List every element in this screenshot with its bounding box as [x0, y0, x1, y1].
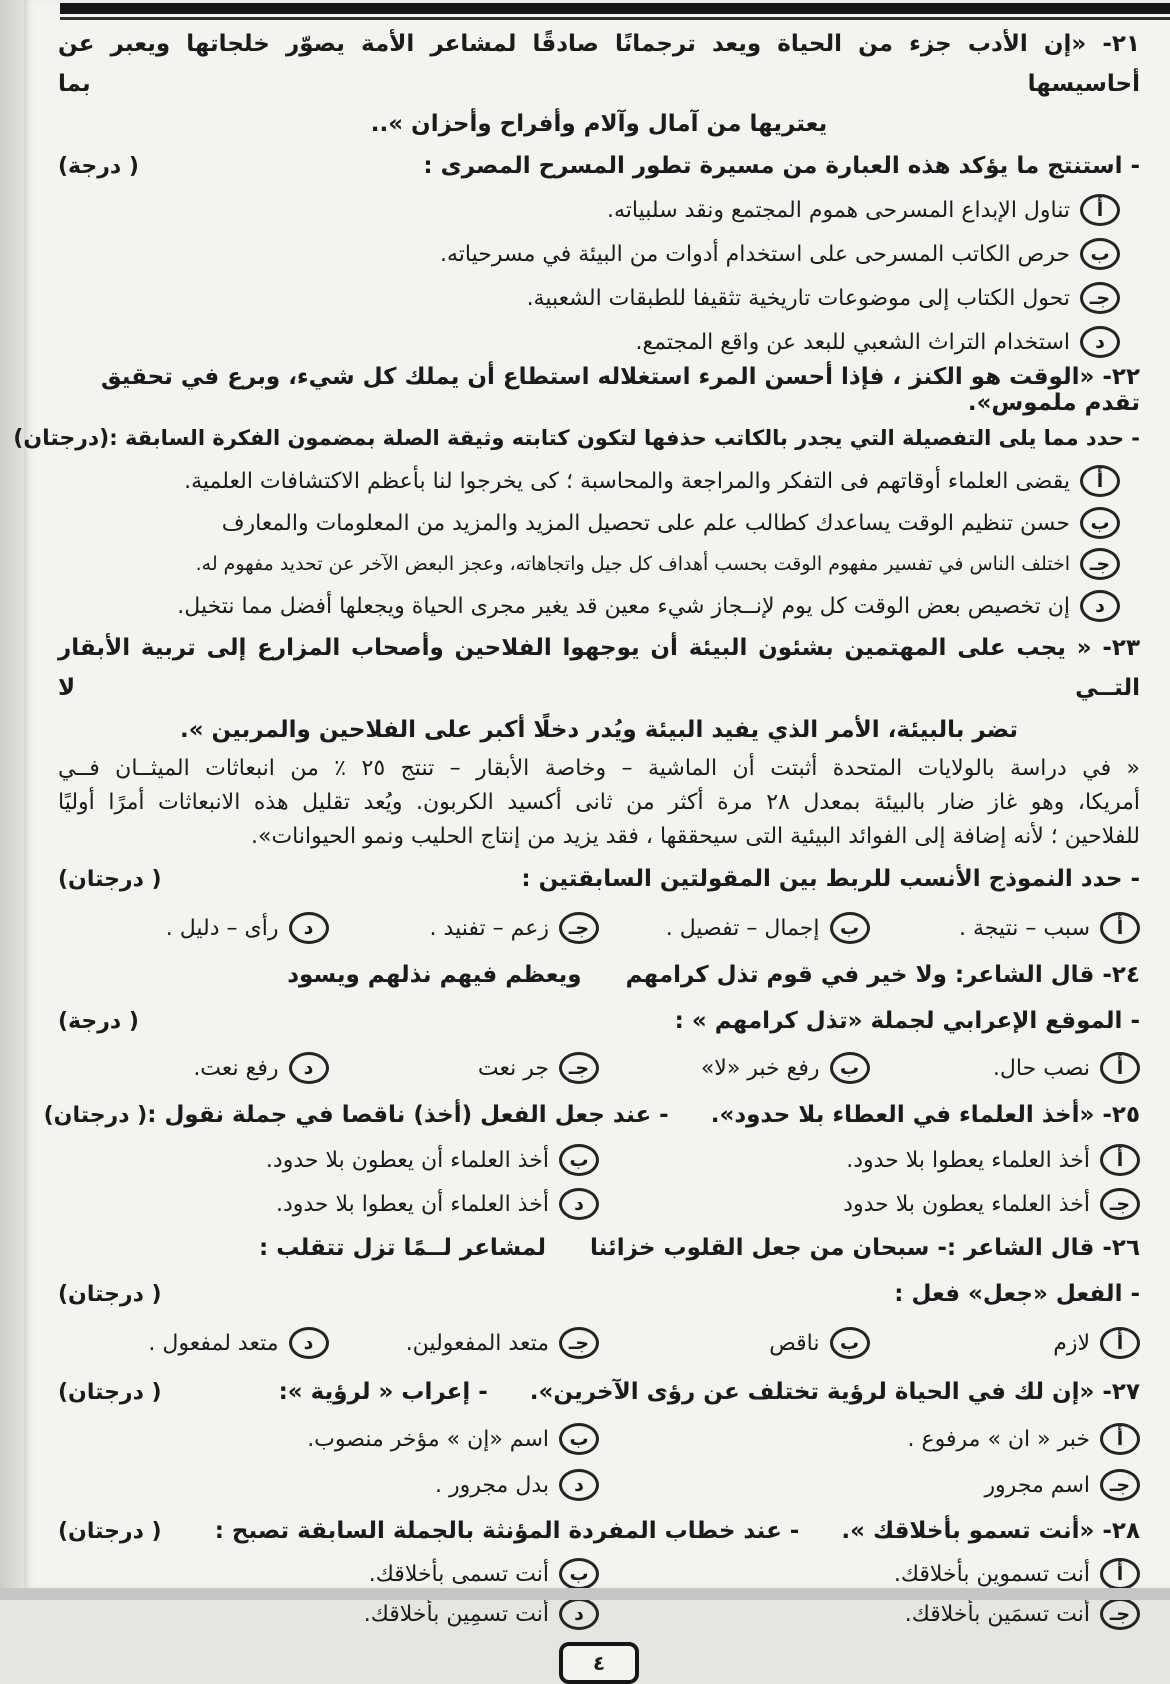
- option-letter-circle: د: [559, 1188, 599, 1220]
- question-23-option-a: [870, 912, 1141, 944]
- question-21-instruction: - استنتج ما يؤكد هذه العبارة من مسيرة تطور المسرح المصرى :: [423, 153, 1140, 179]
- option-letter-circle: ب: [559, 1423, 599, 1455]
- option-letter-circle: د: [1080, 590, 1120, 622]
- question-26-instruction: - الفعل «جعل» فعل :: [894, 1281, 1140, 1307]
- question-24-option-c: [329, 1052, 600, 1084]
- option-text: تناول الإبداع المسرحى هموم المجتمع ونقد سلبياته.: [607, 197, 1070, 223]
- question-28-mark: ( درجتان): [58, 1518, 162, 1544]
- option-letter-circle: د: [559, 1598, 599, 1630]
- question-23-instruction-row: [58, 854, 1140, 904]
- page-number: ٤: [592, 1651, 606, 1675]
- question-27-option-a: [599, 1423, 1140, 1455]
- option-text: متعد لمفعول .: [148, 1330, 279, 1356]
- question-25-option-b: [58, 1144, 599, 1176]
- verse-left-hemistich: لمشاعر لــمًا تزل تتقلب :: [259, 1235, 547, 1261]
- option-letter-circle: جـ: [1080, 548, 1120, 580]
- question-24-verse: [58, 952, 1140, 998]
- question-26-option-c: [329, 1327, 600, 1359]
- question-21-option-d: [58, 320, 1140, 364]
- option-letter-circle: جـ: [559, 1052, 599, 1084]
- question-26-mark: ( درجتان): [58, 1281, 162, 1307]
- question-25-mark: ( درجتان): [43, 1102, 148, 1128]
- option-letter-circle: ب: [1080, 507, 1120, 539]
- option-text: أخذ العلماء أن يعطوا بلا حدود.: [275, 1191, 549, 1217]
- option-letter-circle: أ: [1100, 1144, 1140, 1176]
- question-22-option-d: [58, 584, 1140, 628]
- question-27-option-d: [58, 1469, 599, 1501]
- option-text: أخذ العلماء يعطون بلا حدود: [843, 1191, 1090, 1217]
- option-letter-circle: أ: [1100, 1052, 1140, 1084]
- option-text: نصب حال.: [992, 1055, 1090, 1081]
- question-26-option-b: [599, 1327, 870, 1359]
- option-letter-circle: ب: [559, 1144, 599, 1176]
- option-text: تحول الكتاب إلى موضوعات تاريخية تثقيفا للطبقات الشعبية.: [526, 285, 1070, 311]
- question-22-mark: (درجتان): [13, 425, 110, 451]
- option-text: اسم مجرور: [984, 1472, 1090, 1498]
- option-letter-circle: جـ: [1080, 282, 1120, 314]
- question-25-option-c: [599, 1188, 1140, 1220]
- question-25-options-row-2: [58, 1182, 1140, 1226]
- question-23-passage-line1: « في دراسة بالولايات المتحدة أثبتت أن الماشية – وخاصة الأبقار – تنتج ٢٥ ٪ من انبعاثات الميثــان فــي: [58, 756, 1140, 781]
- option-text: استخدام التراث الشعبي للبعد عن واقع المجتمع.: [635, 329, 1070, 355]
- option-text: إن تخصيص بعض الوقت كل يوم لإنــجاز شيء معين قد يغير مجرى الحياة ويجعلها أفضل مما نتخيل.: [177, 593, 1070, 619]
- option-text: اختلف الناس في تفسير مفهوم الوقت بحسب أهداف كل جيل واتجاهاته، وعجز البعض الآخر عن تحديد مفهوم له.: [195, 553, 1070, 575]
- question-22-option-b: [58, 502, 1140, 544]
- question-26-option-a: [870, 1327, 1141, 1359]
- scanned-exam-page: [13, 0, 1170, 1675]
- option-text: زعم – تفنيد .: [429, 915, 549, 941]
- option-text: أخذ العلماء أن يعطون بلا حدود.: [265, 1147, 549, 1173]
- question-23-option-b: [599, 912, 870, 944]
- scan-edge-left: [0, 0, 24, 1600]
- option-letter-circle: أ: [1080, 465, 1120, 497]
- question-23-text-line2: تضر بالبيئة، الأمر الذي يفيد البيئة ويُدر دخلًا أكبر على الفلاحين والمربين ».: [179, 717, 1019, 743]
- question-26: [58, 1226, 1140, 1368]
- question-23: [58, 628, 1140, 952]
- question-28-option-c: [599, 1598, 1140, 1630]
- option-letter-circle: جـ: [559, 1327, 599, 1359]
- question-21-text-line1: ٢١- «إن الأدب جزء من الحياة ويعد ترجمانًا صادقًا لمشاعر الأمة يصوّر خلجاتها ويعبر عن أحاسيسها بما: [58, 31, 1140, 97]
- question-22: [13, 364, 1140, 628]
- question-24-options-row: [58, 1044, 1140, 1092]
- option-letter-circle: جـ: [1100, 1598, 1140, 1630]
- question-27-text: ٢٧- «إن لك في الحياة لرؤية تختلف عن رؤى الآخرين».: [529, 1379, 1140, 1405]
- option-text: متعد المفعولين.: [405, 1330, 549, 1356]
- option-text: أنت تسموين بأخلاقك.: [893, 1561, 1090, 1587]
- option-letter-circle: د: [289, 1327, 329, 1359]
- option-letter-circle: د: [1080, 326, 1120, 358]
- question-24: [58, 952, 1140, 1092]
- option-letter-circle: ب: [559, 1558, 599, 1590]
- question-25-option-d: [58, 1188, 599, 1220]
- question-23-option-d: [58, 912, 329, 944]
- question-21-text-line2: يعتريها من آمال وآلام وأفراح وأحزان »..: [370, 111, 828, 137]
- question-28-option-d: [58, 1598, 599, 1630]
- verse-right-hemistich: ٢٤- قال الشاعر: ولا خير في قوم تذل كرامهم: [625, 962, 1140, 988]
- question-28-option-a: [599, 1558, 1140, 1590]
- option-text: أنت تسمِين بأخلاقك.: [363, 1601, 549, 1627]
- question-26-verse: [58, 1226, 1140, 1270]
- option-letter-circle: أ: [1100, 1423, 1140, 1455]
- question-27-header-row: [58, 1368, 1140, 1416]
- option-letter-circle: د: [289, 1052, 329, 1084]
- verse-left-hemistich: ويعظم فيهم نذلهم ويسود: [287, 962, 582, 988]
- option-letter-circle: أ: [1100, 912, 1140, 944]
- question-27-option-c: [599, 1469, 1140, 1501]
- question-24-option-a: [870, 1052, 1141, 1084]
- question-26-instruction-row: [58, 1270, 1140, 1318]
- question-24-instruction-row: [58, 998, 1140, 1044]
- question-23-instruction: - حدد النموذج الأنسب للربط بين المقولتين السابقتين :: [521, 866, 1140, 892]
- option-letter-circle: د: [289, 912, 329, 944]
- question-25: [43, 1092, 1140, 1226]
- option-text: لازم: [1053, 1330, 1090, 1356]
- verse-right-hemistich: ٢٦- قال الشاعر :- سبحان من جعل القلوب خزائنا: [590, 1235, 1140, 1261]
- option-text: أنت تسمى بأخلاقك.: [368, 1561, 549, 1587]
- option-letter-circle: أ: [1100, 1558, 1140, 1590]
- question-27-options-row-2: [58, 1462, 1140, 1508]
- option-text: أنت تسمَين بأخلاقك.: [904, 1601, 1090, 1627]
- exam-content: [13, 24, 1140, 1684]
- option-text: رفع نعت.: [193, 1055, 279, 1081]
- option-text: جر نعت: [477, 1055, 549, 1081]
- question-24-mark: ( درجة): [58, 1008, 139, 1034]
- page-number-box: [559, 1642, 639, 1684]
- question-23-options-row: [58, 904, 1140, 952]
- question-23-option-c: [329, 912, 600, 944]
- question-27-instruction: - إعراب « لرؤية »:: [278, 1379, 488, 1405]
- question-28-options-row-2: [58, 1594, 1140, 1634]
- question-24-instruction: - الموقع الإعرابي لجملة «تذل كرامهم » :: [674, 1008, 1140, 1034]
- option-text: اسم «إن » مؤخر منصوب.: [307, 1426, 549, 1452]
- question-27-options-row-1: [58, 1416, 1140, 1462]
- option-text: بدل مجرور .: [434, 1472, 549, 1498]
- question-27: [58, 1368, 1140, 1508]
- question-25-header-row: [43, 1092, 1140, 1138]
- option-letter-circle: جـ: [1100, 1188, 1140, 1220]
- question-23-text-line1: ٢٣- « يجب على المهتمين بشئون البيئة أن يوجهوا الفلاحين وأصحاب المزارع إلى تربية الأبقار التــي لا: [58, 635, 1140, 701]
- question-21-option-c: [58, 276, 1140, 320]
- scan-top-rule: [60, 3, 1170, 14]
- option-text: يقضى العلماء أوقاتهم فى التفكر والمراجعة والمحاسبة ؛ كى يخرجوا لنا بأعظم الاكتشافات العلمية.: [184, 468, 1070, 494]
- question-28-text: ٢٨- «أنت تسمو بأخلاقك ».: [841, 1518, 1140, 1544]
- option-text: ناقص: [769, 1330, 820, 1356]
- question-25-text: ٢٥- «أخذ العلماء في العطاء بلا حدود».: [710, 1102, 1140, 1128]
- question-23-passage-line2: أمريكا، وهو غاز ضار بالبيئة بمعدل ٢٨ مرة أكثر من ثانى أكسيد الكربون. ويُعد تقليل هذه الانبعاثات أمرًا أوليًا: [58, 790, 1140, 815]
- question-22-instruction: - حدد مما يلى التفصيلة التي يجدر بالكاتب حذفها لتكون كتابته وثيقة الصلة بمضمون الفكرة السابقة :: [109, 426, 1140, 450]
- question-26-option-d: [58, 1327, 329, 1359]
- question-21-option-b: [58, 232, 1140, 276]
- question-25-options-row-1: [58, 1138, 1140, 1182]
- question-21-instruction-row: [58, 144, 1140, 188]
- question-28-header-row: [58, 1508, 1140, 1554]
- question-22-option-c: [58, 544, 1140, 584]
- option-letter-circle: أ: [1100, 1327, 1140, 1359]
- option-letter-circle: جـ: [559, 912, 599, 944]
- question-27-option-b: [58, 1423, 599, 1455]
- option-text: حرص الكاتب المسرحى على استخدام أدوات من البيئة في مسرحياته.: [440, 241, 1070, 267]
- question-24-option-b: [599, 1052, 870, 1084]
- option-text: رفع خبر «لا»: [700, 1055, 820, 1081]
- question-22-text: ٢٢- «الوقت هو الكنز ، فإذا أحسن المرء استغلاله استطاع أن يملك كل شيء، وبرع في تحقيق تقدم ملموس».: [101, 364, 1140, 416]
- option-letter-circle: ب: [830, 1327, 870, 1359]
- question-22-option-a: [58, 460, 1140, 502]
- option-text: حسن تنظيم الوقت يساعدك كطالب علم على تحصيل المزيد والمزيد من المعلومات والمعارف: [221, 510, 1070, 536]
- option-letter-circle: ب: [830, 1052, 870, 1084]
- question-24-option-d: [58, 1052, 329, 1084]
- question-23-mark: ( درجتان): [58, 866, 162, 892]
- option-letter-circle: أ: [1080, 194, 1120, 226]
- question-25-option-a: [599, 1144, 1140, 1176]
- option-text: رأى – دليل .: [165, 915, 279, 941]
- question-28: [58, 1508, 1140, 1634]
- question-21-mark: ( درجة): [58, 153, 139, 179]
- option-letter-circle: ب: [830, 912, 870, 944]
- question-22-instruction-row: [13, 416, 1140, 460]
- option-text: سبب – نتيجة .: [958, 915, 1090, 941]
- option-text: أخذ العلماء يعطوا بلا حدود.: [846, 1147, 1090, 1173]
- option-text: خبر « ان » مرفوع .: [907, 1426, 1090, 1452]
- question-28-option-b: [58, 1558, 599, 1590]
- question-21-option-a: [58, 188, 1140, 232]
- scan-bottom-edge: [0, 1588, 1170, 1600]
- question-23-passage-line3: للفلاحين ؛ لأنه إضافة إلى الفوائد البيئية التى سيحققها ، فقد يزيد من إنتاج الحليب ونمو الحيوانات».: [251, 824, 1140, 849]
- question-28-instruction: - عند خطاب المفردة المؤنثة بالجملة السابقة تصبح :: [214, 1518, 800, 1544]
- option-letter-circle: د: [559, 1469, 599, 1501]
- option-letter-circle: جـ: [1100, 1469, 1140, 1501]
- question-21: [58, 24, 1140, 364]
- option-letter-circle: ب: [1080, 238, 1120, 270]
- option-text: إجمال – تفصيل .: [665, 915, 820, 941]
- question-26-options-row: [58, 1318, 1140, 1368]
- question-25-instruction: - عند جعل الفعل (أخذ) ناقصا في جملة نقول :: [147, 1102, 669, 1128]
- question-27-mark: ( درجتان): [58, 1379, 162, 1405]
